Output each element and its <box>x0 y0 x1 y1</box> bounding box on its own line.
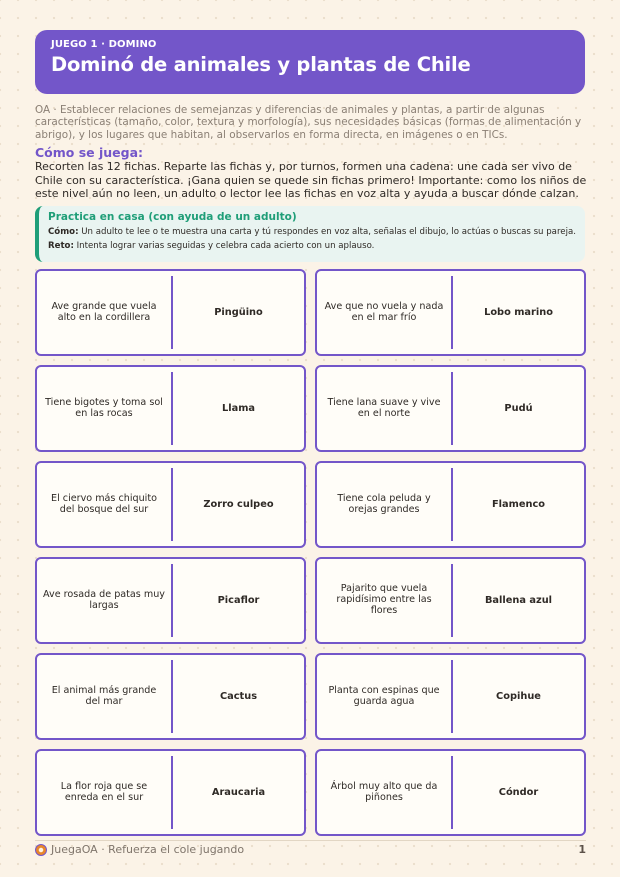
card-clue: Ave que no vuela y nada en el mar frío <box>324 300 444 323</box>
header-banner <box>35 30 585 94</box>
page-number: 1 <box>578 843 586 856</box>
card-clue: Ave grande que vuela alto en la cordillera <box>51 300 157 323</box>
oa-objective: OA · Establecer relaciones de semejanzas y diferencias de animales y plantas, a partir de algunas características (tamaño, color, textura y morfología), sus necesidades básicas (formas de alimentación y abrigo), y los lugares que habitan, al observarlos en forma directa, en imágenes o en TICs. <box>35 104 582 141</box>
practice-title: Practica en casa (con ayuda de un adulto) <box>48 211 297 223</box>
card-clue: Tiene cola peluda y orejas grandes <box>337 492 431 515</box>
footer-divider <box>35 840 586 841</box>
card-answer: Cactus <box>219 691 258 702</box>
card-answer: Ballena azul <box>484 595 553 606</box>
card-clue: El ciervo más chiquito del bosque del sur <box>51 492 157 515</box>
card-clue: Árbol muy alto que da piñones <box>330 780 438 803</box>
card-answer: Picaflor <box>217 595 260 606</box>
como-label: Cómo: <box>48 227 79 237</box>
how-to-play-text: Recorten las 12 fichas. Reparte las fichas y, por turnos, formen una cadena: une cada ser vivo de Chile con su característica. ¡Gana quien se quede sin fichas primero! Importante: como los niños de este nivel aún no leen, un adulto o lector lee las fichas en voz alta y ayuda a buscar dónde calzan. <box>35 160 587 201</box>
como-text: Un adulto te lee o te muestra una carta y tú respondes en voz alta, señalas el dibujo, lo actúas o buscas su pareja. <box>81 227 576 237</box>
card-answer: Zorro culpeo <box>203 499 274 510</box>
card-answer: Llama <box>221 403 256 414</box>
domino-cards-grid <box>35 269 586 836</box>
practice-at-home-box <box>35 206 585 262</box>
reto-text: Intenta lograr varias seguidas y celebra cada acierto con un aplauso. <box>76 241 375 251</box>
domino-card[interactable] <box>35 557 306 644</box>
footer-brand: JuegaOA · Refuerza el cole jugando <box>51 843 245 856</box>
domino-card[interactable] <box>35 749 306 836</box>
card-answer: Araucaria <box>211 787 266 798</box>
domino-card[interactable] <box>315 749 586 836</box>
domino-card[interactable] <box>35 365 306 452</box>
card-answer: Pingüino <box>214 307 263 318</box>
card-answer: Cóndor <box>498 787 539 798</box>
card-answer: Flamenco <box>491 499 546 510</box>
reto-label: Reto: <box>48 241 74 251</box>
domino-card[interactable] <box>315 653 586 740</box>
domino-card[interactable] <box>315 557 586 644</box>
domino-card[interactable] <box>315 269 586 356</box>
card-clue: Pajarito que vuela rapidísimo entre las flores <box>336 583 432 616</box>
card-clue: Tiene bigotes y toma sol en las rocas <box>45 396 163 419</box>
card-answer: Copihue <box>496 691 541 702</box>
practice-como-line <box>48 227 575 237</box>
card-clue: La flor roja que se enreda en el sur <box>60 780 148 803</box>
card-clue: Ave rosada de patas muy largas <box>43 588 165 611</box>
target-icon <box>35 844 47 856</box>
domino-card[interactable] <box>315 461 586 548</box>
card-answer: Lobo marino <box>484 307 553 318</box>
domino-card[interactable] <box>315 365 586 452</box>
domino-card[interactable] <box>35 653 306 740</box>
card-clue: Tiene lana suave y vive en el norte <box>327 396 441 419</box>
card-clue: Planta con espinas que guarda agua <box>328 684 440 707</box>
page-title: Dominó de animales y plantas de Chile <box>51 53 471 76</box>
how-to-play-title: Cómo se juega: <box>35 145 144 160</box>
domino-card[interactable] <box>35 269 306 356</box>
game-kicker: JUEGO 1 · DOMINO <box>51 39 157 50</box>
card-answer: Pudú <box>504 403 533 414</box>
footer <box>35 843 586 856</box>
practice-reto-line <box>48 241 575 251</box>
domino-card[interactable] <box>35 461 306 548</box>
card-clue: El animal más grande del mar <box>51 684 157 707</box>
